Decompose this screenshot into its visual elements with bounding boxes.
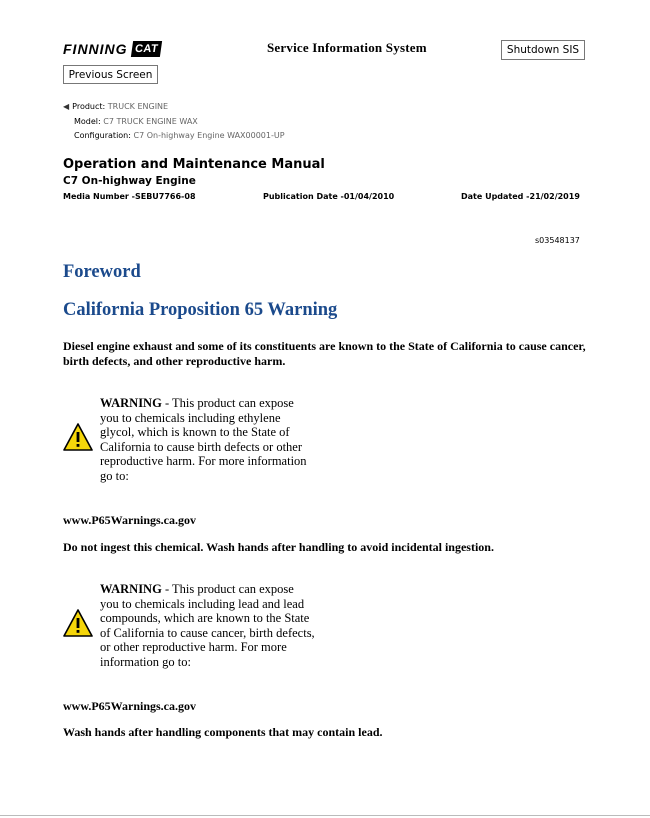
model-value: C7 TRUCK ENGINE WAX	[103, 117, 198, 126]
configuration-line	[74, 131, 285, 140]
cat-badge: CAT	[130, 41, 162, 57]
back-arrow-icon[interactable]: ◀	[63, 102, 70, 111]
prop65-heading: California Proposition 65 Warning	[63, 300, 338, 320]
product-line	[63, 102, 168, 111]
warning-1-line: reproductive harm. For more information	[100, 454, 307, 469]
warning-2-label: WARNING	[100, 582, 162, 596]
warning-2-line: or other reproductive harm. For more	[100, 640, 287, 655]
logo-text: FINNING	[63, 41, 128, 57]
warning-2-line: you to chemicals including lead and lead	[100, 596, 305, 611]
warning-1-line: you to chemicals including ethylene	[100, 410, 281, 425]
warning-1-line: - This product can expose	[161, 396, 294, 410]
manual-title: Operation and Maintenance Manual	[63, 157, 325, 172]
shutdown-sis-button[interactable]: Shutdown SIS	[501, 40, 585, 60]
diesel-warning-paragraph: Diesel engine exhaust and some of its constituents are known to the State of California to cause cancer, birth defects, and other reproductive harm.	[63, 339, 586, 368]
warning-2-line: information go to:	[100, 654, 191, 669]
configuration-label: Configuration:	[74, 131, 131, 140]
warning-1-line: California to cause birth defects or other	[100, 439, 303, 454]
model-line	[74, 117, 198, 126]
lead-paragraph: Wash hands after handling components that may contain lead.	[63, 725, 383, 739]
model-label: Model:	[74, 117, 101, 126]
warning-2-line: compounds, which are known to the State	[100, 611, 310, 626]
ingest-paragraph: Do not ingest this chemical. Wash hands after handling to avoid incidental ingestion.	[63, 540, 494, 554]
warning-2-text	[100, 582, 324, 670]
warning-1-line: go to:	[100, 468, 129, 483]
configuration-value: C7 On-highway Engine WAX00001-UP	[133, 131, 285, 140]
warning-1-label: WARNING	[100, 396, 162, 410]
publication-date: Publication Date -01/04/2010	[263, 192, 395, 201]
p65-url-link[interactable]: www.P65Warnings.ca.gov	[63, 699, 197, 713]
document-id: s03548137	[535, 236, 580, 245]
foreword-heading: Foreword	[63, 262, 141, 282]
product-value: TRUCK ENGINE	[107, 102, 169, 111]
warning-triangle-icon	[63, 609, 93, 637]
manual-subtitle: C7 On-highway Engine	[63, 175, 196, 187]
warning-1-line: glycol, which is known to the State of	[100, 425, 290, 440]
warning-2-line: of California to cause cancer, birth defects,	[100, 625, 315, 640]
warning-triangle-icon	[63, 423, 93, 451]
previous-screen-button[interactable]: Previous Screen	[63, 65, 158, 84]
date-updated: Date Updated -21/02/2019	[461, 192, 580, 201]
p65-url-link[interactable]: www.P65Warnings.ca.gov	[63, 513, 197, 527]
page-divider	[0, 815, 650, 816]
product-label: Product:	[72, 102, 106, 111]
page-title: Service Information System	[267, 40, 427, 55]
warning-1-text	[100, 396, 318, 484]
warning-2-line: - This product can expose	[161, 582, 294, 596]
finning-cat-logo	[63, 38, 166, 60]
media-number: Media Number -SEBU7766-08	[63, 192, 196, 201]
